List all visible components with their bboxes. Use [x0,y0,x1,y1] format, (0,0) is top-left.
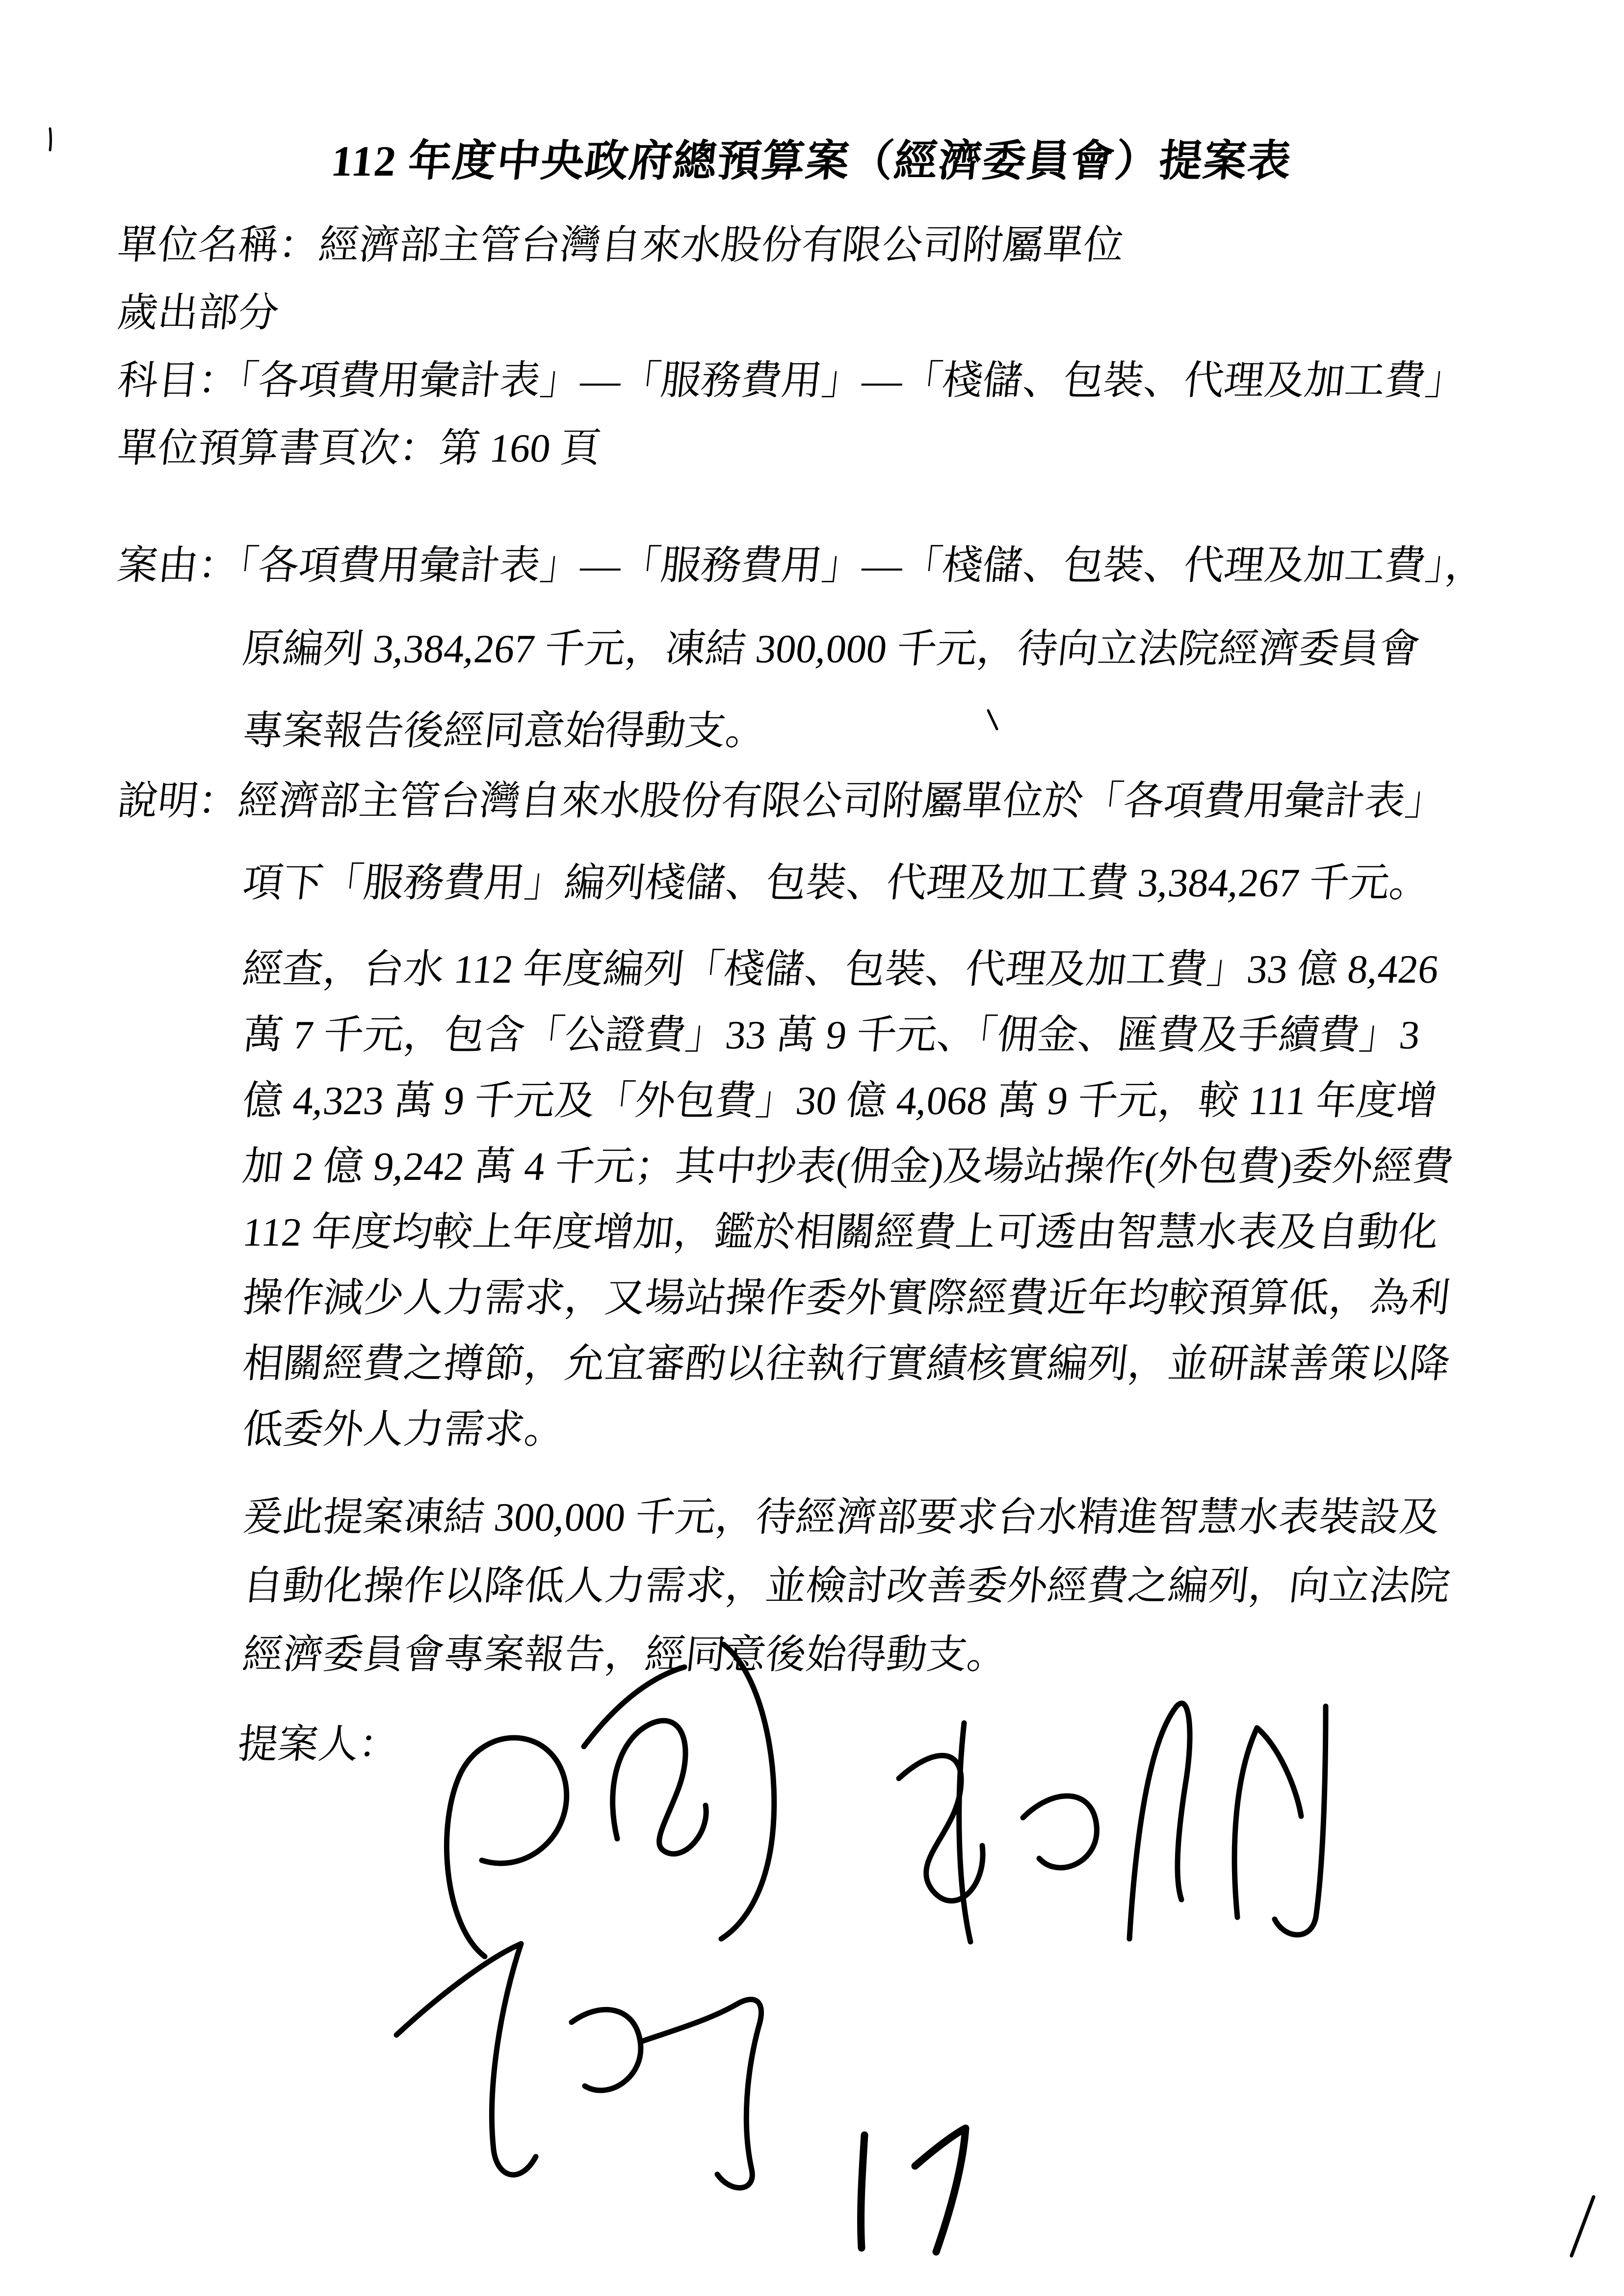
detail-line-8: 低委外人力需求。 [240,1407,567,1452]
signature-2 [899,1703,1326,1942]
conclusion-line-2: 自動化操作以降低人力需求，並檢討改善委外經費之編列，向立法院 [240,1564,1452,1608]
detail-line-2: 萬 7 千元，包含「公證費」33 萬 9 千元、「佣金、匯費及手續費」3 [240,1013,1422,1057]
handwritten-page-number [861,2128,966,2252]
budget-page-line: 單位預算書頁次：第 160 頁 [115,426,603,470]
detail-line-5: 112 年度均較上年度增加，鑑於相關經費上可透由智慧水表及自動化 [240,1210,1441,1254]
conclusion-line-3: 經濟委員會專案報告，經同意後始得動支。 [240,1632,1010,1677]
conclusion-line-1: 爰此提案凍結 300,000 千元，待經濟部要求台水精進智慧水表裝設及 [240,1495,1442,1539]
case-line-1: 案由：「各項費用彙計表」—「服務費用」—「棧儲、包裝、代理及加工費」， [115,543,1488,588]
proposer-label: 提案人： [236,1722,401,1767]
signature-3 [396,1944,761,2188]
expenditure-line: 歲出部分 [115,290,281,335]
unit-name-line: 單位名稱：經濟部主管台灣自來水股份有限公司附屬單位 [115,223,1126,267]
page-title: 112 年度中央政府總預算案（經濟委員會）提案表 [329,138,1294,185]
detail-line-3: 億 4,323 萬 9 千元及「外包費」30 億 4,068 萬 9 千元，較 111 年度增 [240,1078,1440,1123]
scan-speck [50,129,51,150]
subject-line: 科目：「各項費用彙計表」—「服務費用」—「棧儲、包裝、代理及加工費」 [115,358,1468,403]
detail-line-4: 加 2 億 9,242 萬 4 千元；其中抄表(佣金)及場站操作(外包費)委外經費 [240,1144,1456,1189]
explanation-line-1: 說明：經濟部主管台灣自來水股份有限公司附屬單位於「各項費用彙計表」 [115,779,1448,823]
signature-1 [446,1644,774,1957]
detail-line-7: 相關經費之撙節，允宜審酌以往執行實績核實編列，並研謀善策以降 [240,1341,1452,1386]
detail-line-6: 操作減少人力需求，又場站操作委外實際經費近年均較預算低，為利 [240,1276,1452,1320]
explanation-line-2: 項下「服務費用」編列棧儲、包裝、代理及加工費 3,384,267 千元。 [240,861,1432,905]
case-line-2: 原編列 3,384,267 千元，凍結 300,000 千元，待向立法院經濟委員會 [240,626,1422,671]
scan-speck [988,710,997,729]
corner-slash-mark [1572,2197,1594,2256]
detail-line-1: 經查，台水 112 年度編列「棧儲、包裝、代理及加工費」33 億 8,426 [240,947,1441,991]
case-line-3: 專案報告後經同意始得動支。 [240,708,768,753]
